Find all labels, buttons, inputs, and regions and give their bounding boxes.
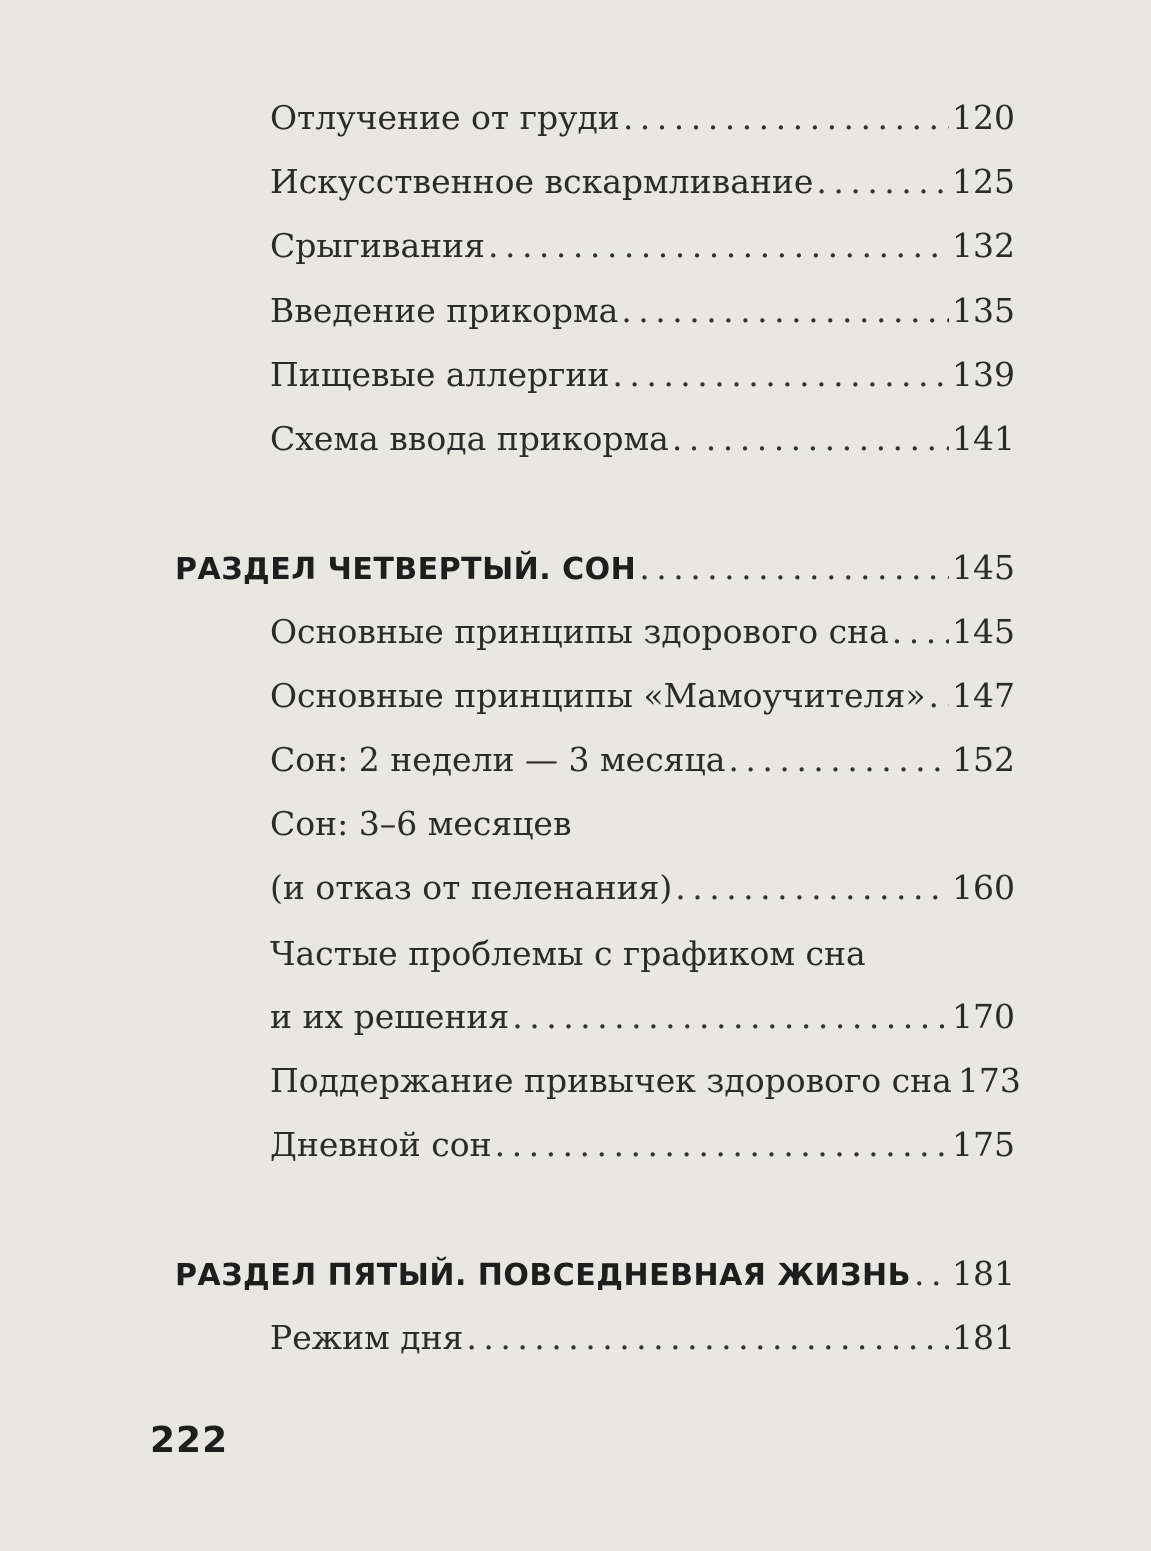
toc-entry-title-line2: (и отказ от пеленания) <box>270 868 673 907</box>
toc-entry-title: Пищевые аллергии <box>270 355 610 394</box>
toc-entry <box>270 419 1015 459</box>
section-title: РАЗДЕЛ ПЯТЫЙ. ПОВСЕДНЕВНАЯ ЖИЗНЬ <box>175 1258 911 1293</box>
toc-entry-page: 145 <box>952 612 1015 651</box>
leader-dots <box>929 676 949 716</box>
leader-dots <box>466 1318 949 1358</box>
leader-dots <box>623 98 949 138</box>
toc-entry-title: Дневной сон <box>270 1125 492 1164</box>
toc-entry-title-line2: и их решения <box>270 997 510 1036</box>
leader-dots <box>914 1254 949 1294</box>
leader-dots <box>612 355 949 395</box>
toc-entry-title: Поддержание привычек здорового сна <box>270 1061 952 1100</box>
toc-entry <box>270 162 1015 202</box>
toc-entry-title: Искусственное вскармливание <box>270 162 814 201</box>
toc-entry-page: 147 <box>952 676 1015 715</box>
toc-entry-page: 170 <box>952 997 1015 1036</box>
toc-entry-page: 173 <box>957 1061 1021 1100</box>
toc-entry <box>270 997 1015 1037</box>
section-title: РАЗДЕЛ ЧЕТВЕРТЫЙ. СОН <box>175 552 637 587</box>
toc-entry <box>270 612 1015 652</box>
toc-section-heading <box>175 1254 1015 1296</box>
toc-entry-title: Введение прикорма <box>270 291 619 330</box>
toc-entry-page: 139 <box>952 355 1015 394</box>
toc-section-heading <box>175 548 1015 590</box>
toc-entry-page: 120 <box>952 98 1015 137</box>
toc-entry <box>270 291 1015 331</box>
page-number: 222 <box>150 1420 229 1461</box>
toc-entry-title: Срыгивания <box>270 226 485 265</box>
leader-dots <box>621 291 949 331</box>
toc-entry-page: 145 <box>952 548 1015 587</box>
toc-entry-title: Основные принципы здорового сна <box>270 612 889 651</box>
toc-entry-page: 135 <box>952 291 1015 330</box>
leader-dots <box>639 548 949 588</box>
toc-entry <box>270 226 1015 266</box>
leader-dots <box>728 740 949 780</box>
toc-entry-title: Основные принципы «Мамоучителя» <box>270 676 926 715</box>
toc-entry-title-line1: Сон: 3–6 месяцев <box>270 804 572 843</box>
toc-entry-title: Режим дня <box>270 1318 464 1357</box>
toc-entry-page: 160 <box>952 868 1015 907</box>
toc-entry <box>270 740 1015 780</box>
toc-entry <box>270 1125 1015 1165</box>
toc-entry-title: Сон: 2 недели — 3 месяца <box>270 740 726 779</box>
leader-dots <box>512 997 949 1037</box>
toc-entry-page: 181 <box>952 1254 1015 1293</box>
toc-entry-page: 141 <box>952 419 1015 458</box>
leader-dots <box>675 868 949 908</box>
toc-entry-page: 175 <box>952 1125 1015 1164</box>
toc-entry <box>270 676 1015 716</box>
toc-entry-page: 125 <box>952 162 1015 201</box>
toc-entry <box>270 1318 1015 1358</box>
leader-dots <box>488 226 949 266</box>
toc-entry-title: Схема ввода прикорма <box>270 419 669 458</box>
toc-entry <box>270 1061 1021 1101</box>
leader-dots <box>672 419 949 459</box>
toc-entry <box>270 355 1015 395</box>
leader-dots <box>892 612 949 652</box>
toc-entry-page: 181 <box>952 1318 1015 1357</box>
toc-entry-page: 132 <box>952 226 1015 265</box>
toc-entry <box>270 868 1015 908</box>
toc-entry-title-line1: Частые проблемы с графиком сна <box>270 934 866 973</box>
toc-entry-page: 152 <box>952 740 1015 779</box>
leader-dots <box>816 162 949 202</box>
toc-entry-title: Отлучение от груди <box>270 98 620 137</box>
leader-dots <box>495 1125 949 1165</box>
toc-entry <box>270 98 1015 138</box>
